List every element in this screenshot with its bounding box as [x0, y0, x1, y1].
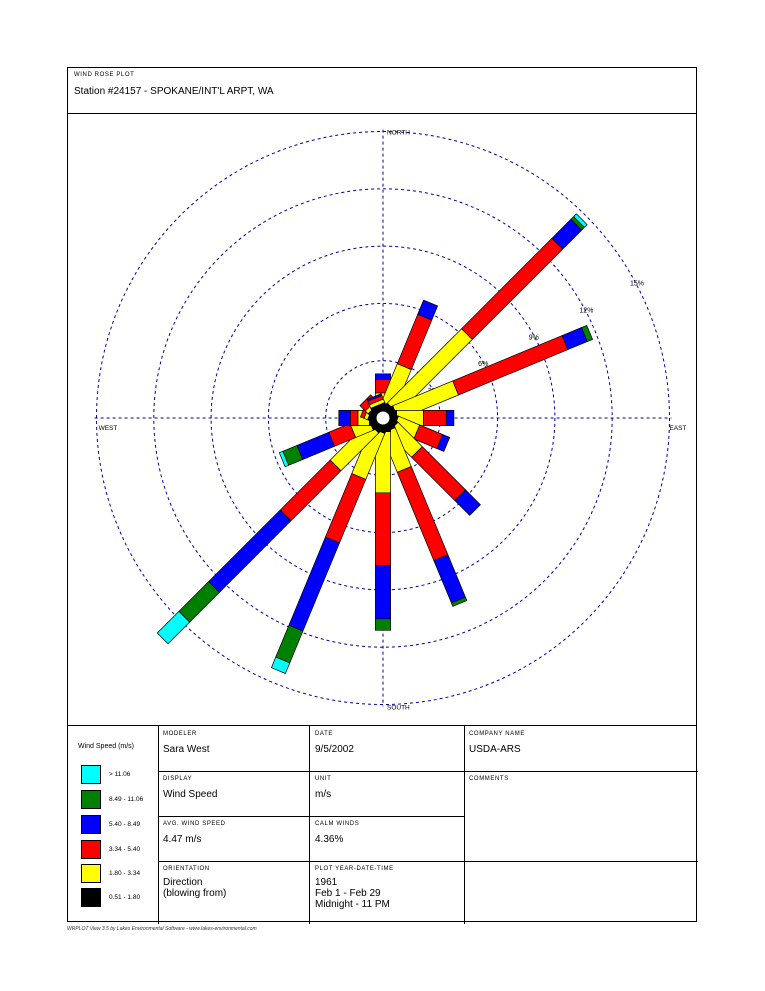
company-label: COMPANY NAME: [469, 731, 525, 737]
petal-segment: [276, 625, 303, 663]
petal-segment: [397, 314, 432, 369]
petal-segment: [375, 493, 390, 566]
comments-label: COMMENTS: [469, 776, 509, 782]
petal-segment: [462, 238, 563, 342]
display-label: DISPLAY: [163, 776, 193, 782]
petal-segment: [209, 510, 291, 592]
modeler-value: Sara West: [163, 744, 210, 755]
ring-label: 9%: [528, 334, 539, 342]
date-label: DATE: [315, 731, 333, 737]
avg-speed-label: AVG. WIND SPEED: [163, 821, 226, 827]
petal-segment: [423, 410, 446, 425]
avg-speed-value: 4.47 m/s: [163, 834, 202, 845]
petal-segment: [375, 619, 390, 631]
compass-east: EAST: [669, 425, 687, 432]
unit-label: UNIT: [315, 776, 332, 782]
ring-label: 12%: [579, 307, 594, 315]
petal-segment: [375, 565, 390, 619]
orientation-label: ORIENTATION: [163, 866, 210, 872]
header-label: WIND ROSE PLOT: [74, 72, 135, 78]
software-credit: WRPLOT View 3.5 by Lakes Environmental Software - www.lakes-environmental.com: [67, 926, 257, 932]
petal-segment: [325, 474, 365, 543]
unit-value: m/s: [315, 789, 332, 800]
legend-title: Wind Speed (m/s): [78, 743, 135, 750]
compass-south: SOUTH: [387, 704, 410, 712]
date-value: 9/5/2002: [315, 744, 354, 755]
modeler-label: MODELER: [163, 731, 197, 737]
petal-segment: [179, 582, 220, 623]
ring-label: 6%: [478, 361, 489, 369]
petal-segment: [280, 460, 341, 521]
calm-winds-value: 4.36%: [315, 834, 344, 845]
legend-label: 1.80 - 3.34: [109, 870, 141, 877]
info-panel: [68, 725, 696, 924]
compass-north: NORTH: [387, 129, 410, 137]
legend-label: 5.40 - 8.49: [109, 821, 141, 828]
legend-label: 0.51 - 1.80: [109, 894, 141, 901]
orientation-value: Direction: [163, 877, 203, 888]
calm-winds-label: CALM WINDS: [315, 821, 360, 827]
petal-segment: [350, 410, 358, 425]
petal-segment: [453, 336, 568, 395]
petal-segment: [297, 432, 335, 459]
calm-circle: [376, 411, 390, 425]
period-year: 1961: [315, 877, 338, 888]
display-value: Wind Speed: [163, 789, 218, 800]
petal-segment: [446, 410, 454, 425]
period-dates: Feb 1 - Feb 29: [315, 888, 381, 899]
wind-rose-area: [68, 113, 696, 725]
orientation-note: (blowing from): [163, 888, 227, 899]
legend-label: 8.49 - 11.06: [109, 796, 144, 803]
period-hours: Midnight - 11 PM: [315, 899, 390, 910]
petal-segment: [434, 555, 466, 603]
legend-swatch: [81, 815, 101, 834]
ring-label: 15%: [629, 280, 644, 288]
legend-label: 3.34 - 5.40: [109, 846, 141, 853]
company-value: USDA-ARS: [469, 744, 521, 755]
petal-segment: [339, 410, 351, 425]
plot-frame: [67, 67, 697, 922]
legend-swatch: [81, 864, 101, 883]
legend-swatch: [81, 840, 101, 859]
petal-segment: [289, 537, 340, 631]
compass-west: WEST: [98, 425, 118, 432]
legend-swatch: [81, 888, 101, 907]
legend-label: > 11.06: [109, 771, 131, 778]
station-title: Station #24157 - SPOKANE/INT'L ARPT, WA: [74, 86, 274, 97]
period-label: PLOT YEAR-DATE-TIME: [315, 866, 394, 872]
petal-segment: [375, 374, 390, 380]
legend-swatch: [81, 790, 101, 809]
legend-swatch: [81, 765, 101, 784]
